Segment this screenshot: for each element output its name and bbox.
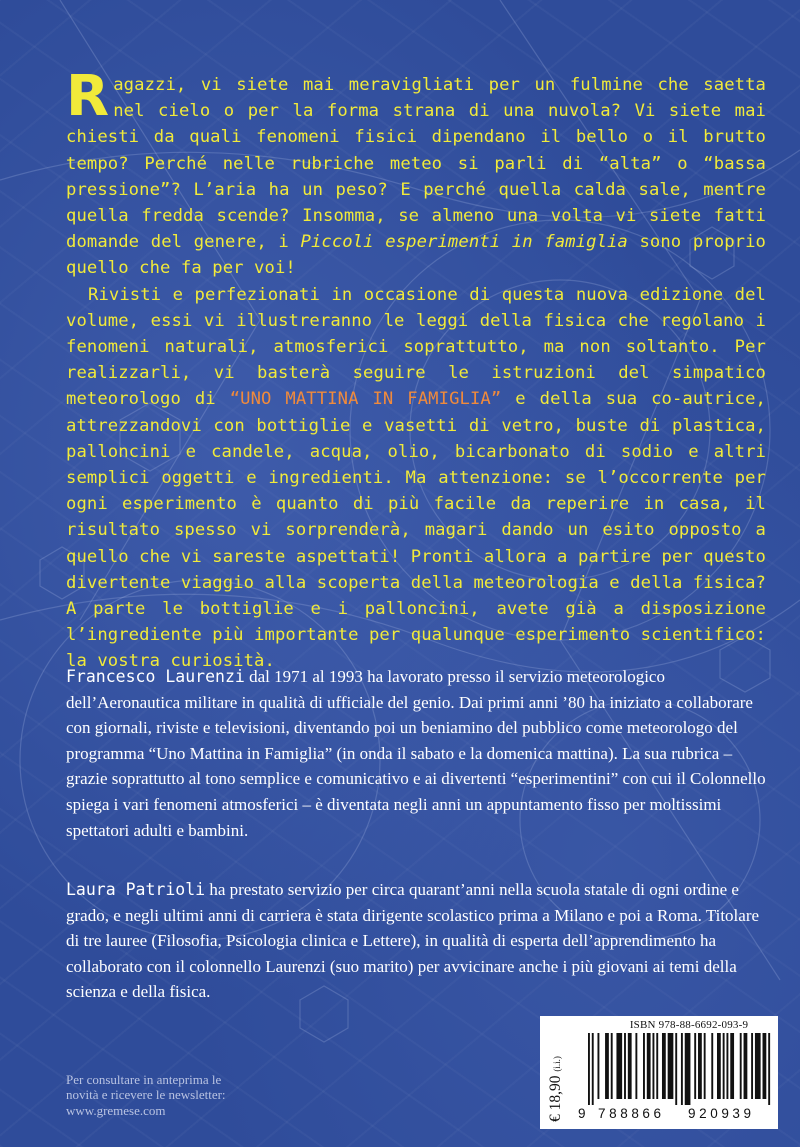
- barcode-digit-group-2: 920939: [688, 1106, 755, 1121]
- author-bio-patrioli: [66, 877, 768, 1005]
- book-title: Piccoli esperimenti in famiglia: [300, 232, 628, 253]
- author-name: Laura Patrioli: [66, 880, 206, 899]
- barcode-digit-group-1: 788866: [598, 1106, 665, 1121]
- blurb-paragraph-2: Rivisti e perfezionati in occasione di questa nuova edizione del volume, essi vi illustreranno le leggi della fisica che regolano i fenomeni naturali, atmosferici soprattutto, ma non soltanto. Per realizzarli, vi basterà seguire le istruzioni del simpatico meteorologo di: [66, 284, 766, 410]
- price-value: € 18,90: [547, 1075, 564, 1122]
- blurb-paragraph-2-rest: e della sua co-autrice, attrezzandovi con bottiglie e vasetti di vetro, buste di plastica, palloncini e candele, acqua, olio, bicarbonato di sodio e altri semplici oggetti e ingredienti. Ma attenzione: se l’occorrente per ogni esperimento è quanto di più facile da reperire in casa, il risultato spesso vi sorprenderà, magari dando un esito opposto a quello che vi sareste aspettati! Pronti allora a partire per questo divertente viaggio alla scoperta della meteorologia e della fisica? A parte le bottiglie e i palloncini, avete già a disposizione l’ingrediente più importante per qualunque esperimento scientifico: la vostra curiosità.: [66, 389, 766, 672]
- author-bio-laurenzi: [66, 664, 768, 843]
- author-bio-text: ha prestato servizio per circa quarant’anni nella scuola statale di ogni ordine e grado, e negli ultimi anni di carriera è stata dirigente scolastico prima a Milano e poi a Roma. Titolare di tre lauree (Filosofia, Psicologia clinica e Lettere), in qualità di esperta dell’apprendimento ha collaborato con il colonnello Laurenzi (suo marito) per avvicinare anche i più giovani ai temi della scienza e della fisica.: [66, 880, 760, 1002]
- author-name: Francesco Laurenzi: [66, 667, 245, 686]
- barcode-digits: [578, 1106, 776, 1124]
- publisher-website-link[interactable]: www.gremese.com: [66, 1102, 166, 1118]
- author-bio-text: dal 1971 al 1993 ha lavorato presso il servizio meteorologico dell’Aeronautica militare in qualità di ufficiale del genio. Dai primi anni ’80 ha iniziato a collaborare con giornali, riviste e televisioni, diventando poi un beniamino del pubblico come meteorologo del programma “Uno Mattina in Famiglia” (in onda il sabato e la domenica mattina). La sua rubrica – grazie soprattutto al tono semplice e comunicativo e ai divertenti “esperimentini” con cui il Colonnello spiega i vari fenomeni atmosferici – è diventata negli anni un appuntamento fisso per moltissimi spettatori adulti e bambini.: [66, 667, 766, 840]
- isbn-label: ISBN 978-88-6692-093-9: [629, 1019, 749, 1031]
- blurb-paragraph-1-end: sono proprio quello che fa per voi!: [66, 232, 766, 279]
- promo-line: novità e ricevere le newsletter:: [66, 1087, 226, 1103]
- back-cover-blurb: [66, 64, 766, 675]
- promo-line: Per consultare in anteprima le: [66, 1072, 222, 1087]
- price-note: (i.i.): [552, 1056, 562, 1072]
- price-label: [547, 1056, 565, 1122]
- drop-cap: R: [66, 64, 110, 129]
- blurb-paragraph-1: agazzi, vi siete mai meravigliati per un fulmine che saetta nel cielo o per la forma strana di una nuvola? Vi siete mai chiesti da quali fenomeni fisici dipendano il bello o il brutto tempo? Perché nelle rubriche meteo si parli di “alta” o “bassa pressione”? L’aria ha un peso? E perché quella calda sale, mentre quella fredda scende? Insomma, se almeno una volta vi siete fatti domande del genere, i: [66, 75, 766, 253]
- publisher-promo: [66, 1072, 326, 1118]
- barcode: [588, 1033, 772, 1105]
- program-name: “UNO MATTINA IN FAMIGLIA”: [229, 389, 502, 410]
- barcode-digit-first: 9: [578, 1106, 590, 1121]
